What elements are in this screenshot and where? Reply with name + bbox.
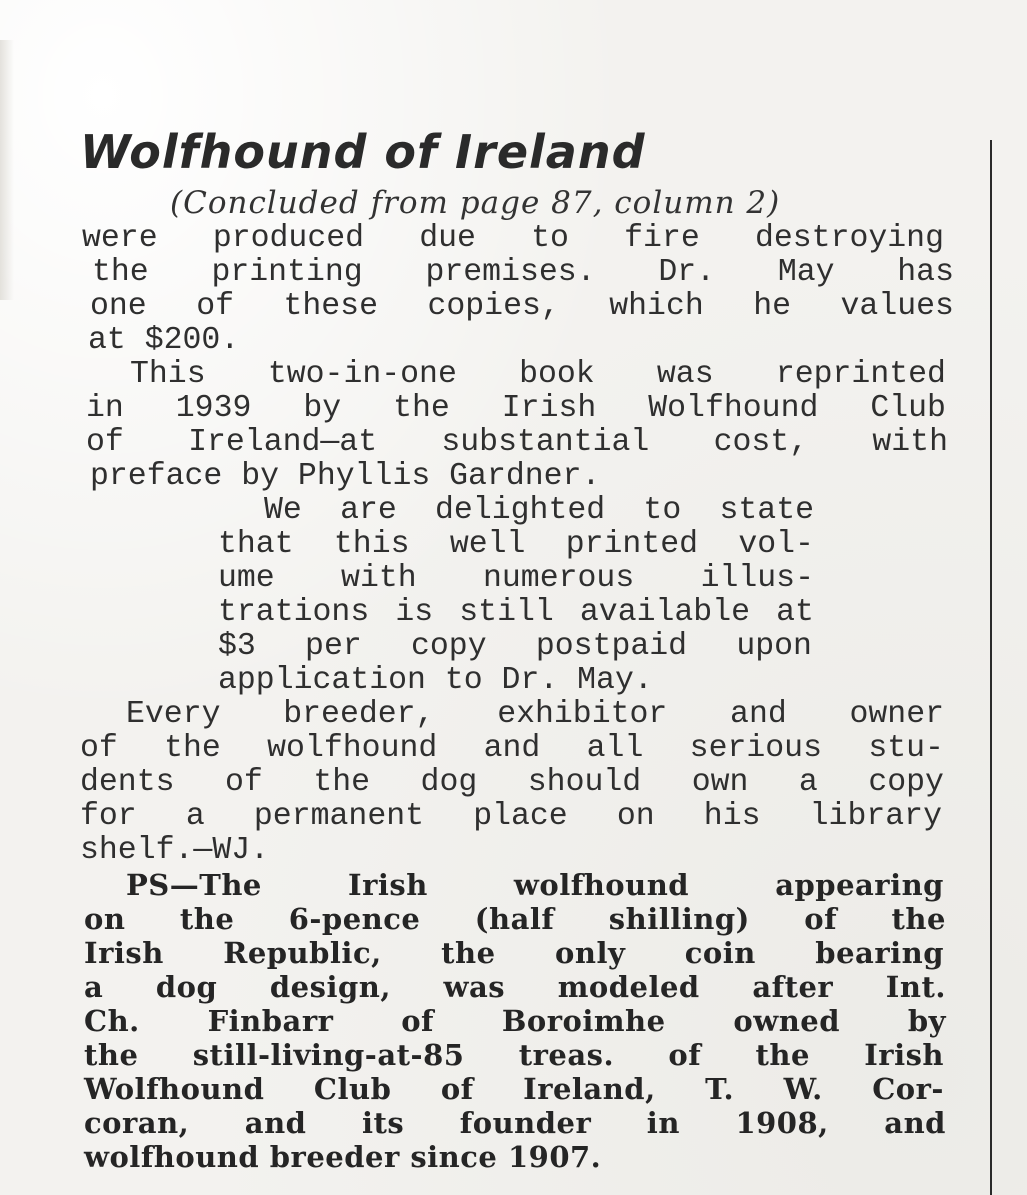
word: wolfhound: [267, 731, 438, 766]
word: for: [80, 799, 137, 834]
word: May: [777, 255, 835, 290]
word: his: [703, 799, 761, 834]
word: the: [164, 731, 221, 766]
word: place: [473, 799, 568, 834]
ps-line: [84, 1106, 946, 1140]
word: shilling): [608, 902, 750, 936]
word: numerous: [483, 561, 635, 596]
word: on: [84, 902, 126, 936]
word: was: [443, 970, 506, 1004]
word: of: [401, 1004, 435, 1038]
word: he: [753, 289, 792, 324]
word: the: [891, 902, 946, 936]
paragraph-3-line: application to Dr. May.: [218, 663, 653, 698]
word: Cor-: [872, 1072, 944, 1106]
word: of: [668, 1038, 702, 1072]
word: ume: [218, 561, 275, 596]
word: postpaid: [535, 629, 688, 664]
word: destroying: [754, 221, 944, 256]
word: a: [185, 799, 205, 834]
word: was: [656, 357, 714, 392]
word: printing: [211, 255, 363, 290]
word: illus-: [700, 561, 814, 596]
word: all: [586, 731, 644, 766]
paragraph-2-line: preface by Phyllis Gardner.: [90, 459, 601, 494]
word: by: [907, 1004, 946, 1038]
paragraph-3-line: [218, 528, 814, 562]
word: still-living-at-85: [192, 1038, 465, 1072]
word: with: [341, 561, 417, 596]
word: 1908,: [735, 1106, 829, 1140]
word: of: [804, 902, 838, 936]
word: delighted: [435, 493, 606, 528]
word: fire: [624, 221, 700, 256]
word: dog: [155, 970, 218, 1004]
paragraph-2-line: [130, 358, 946, 392]
word: Wolfhound: [84, 1072, 265, 1106]
word: that: [218, 527, 294, 562]
torn-paper-edge: [0, 40, 14, 300]
word: is: [395, 595, 434, 630]
word: and: [483, 731, 541, 766]
word: 1939: [175, 391, 252, 426]
word: Irish: [84, 936, 164, 970]
paragraph-4-line: shelf.—WJ.: [80, 833, 270, 868]
word: Finbarr: [207, 1004, 334, 1038]
ps-line: [84, 1072, 944, 1106]
word: treas.: [518, 1038, 615, 1072]
word: serious: [689, 731, 822, 766]
word: $3: [218, 629, 256, 664]
paragraph-1-line: [92, 256, 954, 290]
word: dog: [420, 765, 478, 800]
ps-line: [84, 1004, 946, 1038]
word: has: [897, 255, 954, 290]
word: the: [92, 255, 149, 290]
paragraph-1-line: [82, 222, 944, 256]
paragraph-4-line: [126, 698, 944, 732]
word: Wolfhound: [648, 391, 819, 426]
word: well: [449, 527, 526, 562]
word: its: [361, 1106, 405, 1140]
word: exhibitor: [497, 697, 668, 732]
paragraph-4-line: [80, 766, 944, 800]
word: at: [776, 595, 814, 630]
word: with: [872, 425, 948, 460]
paragraph-1-line: [90, 290, 954, 324]
paragraph-1-line: at $200.: [88, 323, 240, 358]
word: Every: [126, 697, 221, 732]
word: This: [130, 357, 206, 392]
word: of: [440, 1072, 474, 1106]
word: one: [90, 289, 147, 324]
word: the: [441, 936, 496, 970]
word: Irish: [864, 1038, 944, 1072]
word: after: [752, 970, 834, 1004]
paragraph-4-line: [80, 732, 944, 766]
word: owner: [849, 697, 944, 732]
word: Boroimhe: [501, 1004, 666, 1038]
word: premises.: [425, 255, 596, 290]
word: printed: [565, 527, 699, 562]
word: own: [691, 765, 749, 800]
word: and: [884, 1106, 946, 1140]
word: two-in-one: [267, 357, 457, 392]
word: the: [313, 765, 371, 800]
word: coran,: [84, 1106, 190, 1140]
word: by: [303, 391, 342, 426]
word: Ireland—at: [188, 425, 378, 460]
word: substantial: [441, 425, 650, 460]
word: Dr.: [658, 255, 716, 290]
continuation-note: (Concluded from page 87, column 2): [170, 185, 781, 221]
ps-line: [84, 1038, 944, 1072]
word: vol-: [738, 527, 814, 562]
word: stu-: [868, 731, 944, 766]
word: We: [264, 493, 302, 528]
paragraph-3-line: [218, 630, 812, 664]
word: 6-pence: [288, 902, 421, 936]
word: are: [340, 493, 397, 528]
word: and: [244, 1106, 307, 1140]
word: on: [616, 799, 655, 834]
word: design,: [269, 970, 391, 1004]
word: W.: [783, 1072, 823, 1106]
word: Int.: [885, 970, 946, 1004]
word: founder: [459, 1106, 592, 1140]
word: reprinted: [775, 357, 946, 392]
word: should: [527, 765, 642, 800]
word: due: [419, 221, 476, 256]
ps-line: [84, 970, 946, 1004]
word: a: [798, 765, 818, 800]
word: copy: [411, 629, 487, 664]
word: of: [196, 289, 234, 324]
word: the: [755, 1038, 810, 1072]
word: upon: [736, 629, 812, 664]
paragraph-2-line: [86, 392, 946, 426]
word: breeder,: [283, 697, 435, 732]
word: Club: [870, 391, 946, 426]
word: only: [555, 936, 626, 970]
word: dents: [80, 765, 175, 800]
article-headline: Wolfhound of Ireland: [80, 125, 646, 179]
paragraph-3-line: [218, 596, 814, 630]
word: Club: [313, 1072, 392, 1106]
word: library: [809, 799, 942, 834]
paragraph-2-line: [86, 426, 948, 460]
word: Ireland,: [523, 1072, 656, 1106]
word: bearing: [815, 936, 944, 970]
paragraph-3-line: [218, 562, 814, 596]
paragraph-3-line: [264, 494, 814, 528]
word: copies,: [427, 289, 560, 324]
ps-line: [84, 902, 946, 936]
word: state: [719, 493, 814, 528]
word: book: [519, 357, 595, 392]
paragraph-4-line: [80, 800, 942, 834]
word: trations: [218, 595, 370, 630]
ps-line: [126, 868, 944, 902]
word: PS—The: [126, 868, 262, 902]
word: produced: [212, 221, 365, 256]
word: in: [646, 1106, 680, 1140]
word: in: [86, 391, 124, 426]
ps-line: [84, 936, 944, 970]
word: coin: [684, 936, 756, 970]
word: cost,: [713, 425, 809, 460]
word: to: [643, 493, 682, 528]
word: Irish: [348, 868, 428, 902]
word: of: [225, 765, 263, 800]
word: Ch.: [84, 1004, 140, 1038]
word: the: [179, 902, 235, 936]
word: and: [730, 697, 787, 732]
word: these: [283, 289, 378, 324]
word: which: [609, 289, 704, 324]
word: still: [459, 595, 554, 630]
word: the: [393, 391, 450, 426]
word: owned: [733, 1004, 841, 1038]
word: appearing: [775, 868, 944, 902]
word: modeled: [557, 970, 700, 1004]
word: of: [80, 731, 118, 766]
word: Republic,: [223, 936, 382, 970]
word: copy: [868, 765, 944, 800]
word: wolfhound: [513, 868, 690, 902]
word: a: [84, 970, 104, 1004]
word: the: [84, 1038, 139, 1072]
word: T.: [705, 1072, 735, 1106]
word: per: [305, 629, 362, 664]
word: of: [86, 425, 124, 460]
word: to: [531, 221, 569, 256]
word: permanent: [253, 799, 425, 834]
ps-line: wolfhound breeder since 1907.: [84, 1140, 602, 1174]
word: values: [840, 289, 954, 324]
word: were: [82, 221, 158, 256]
word: available: [579, 595, 751, 630]
word: Irish: [501, 391, 597, 426]
column-rule: [990, 140, 992, 1195]
word: this: [333, 527, 410, 562]
word: (half: [474, 902, 555, 936]
